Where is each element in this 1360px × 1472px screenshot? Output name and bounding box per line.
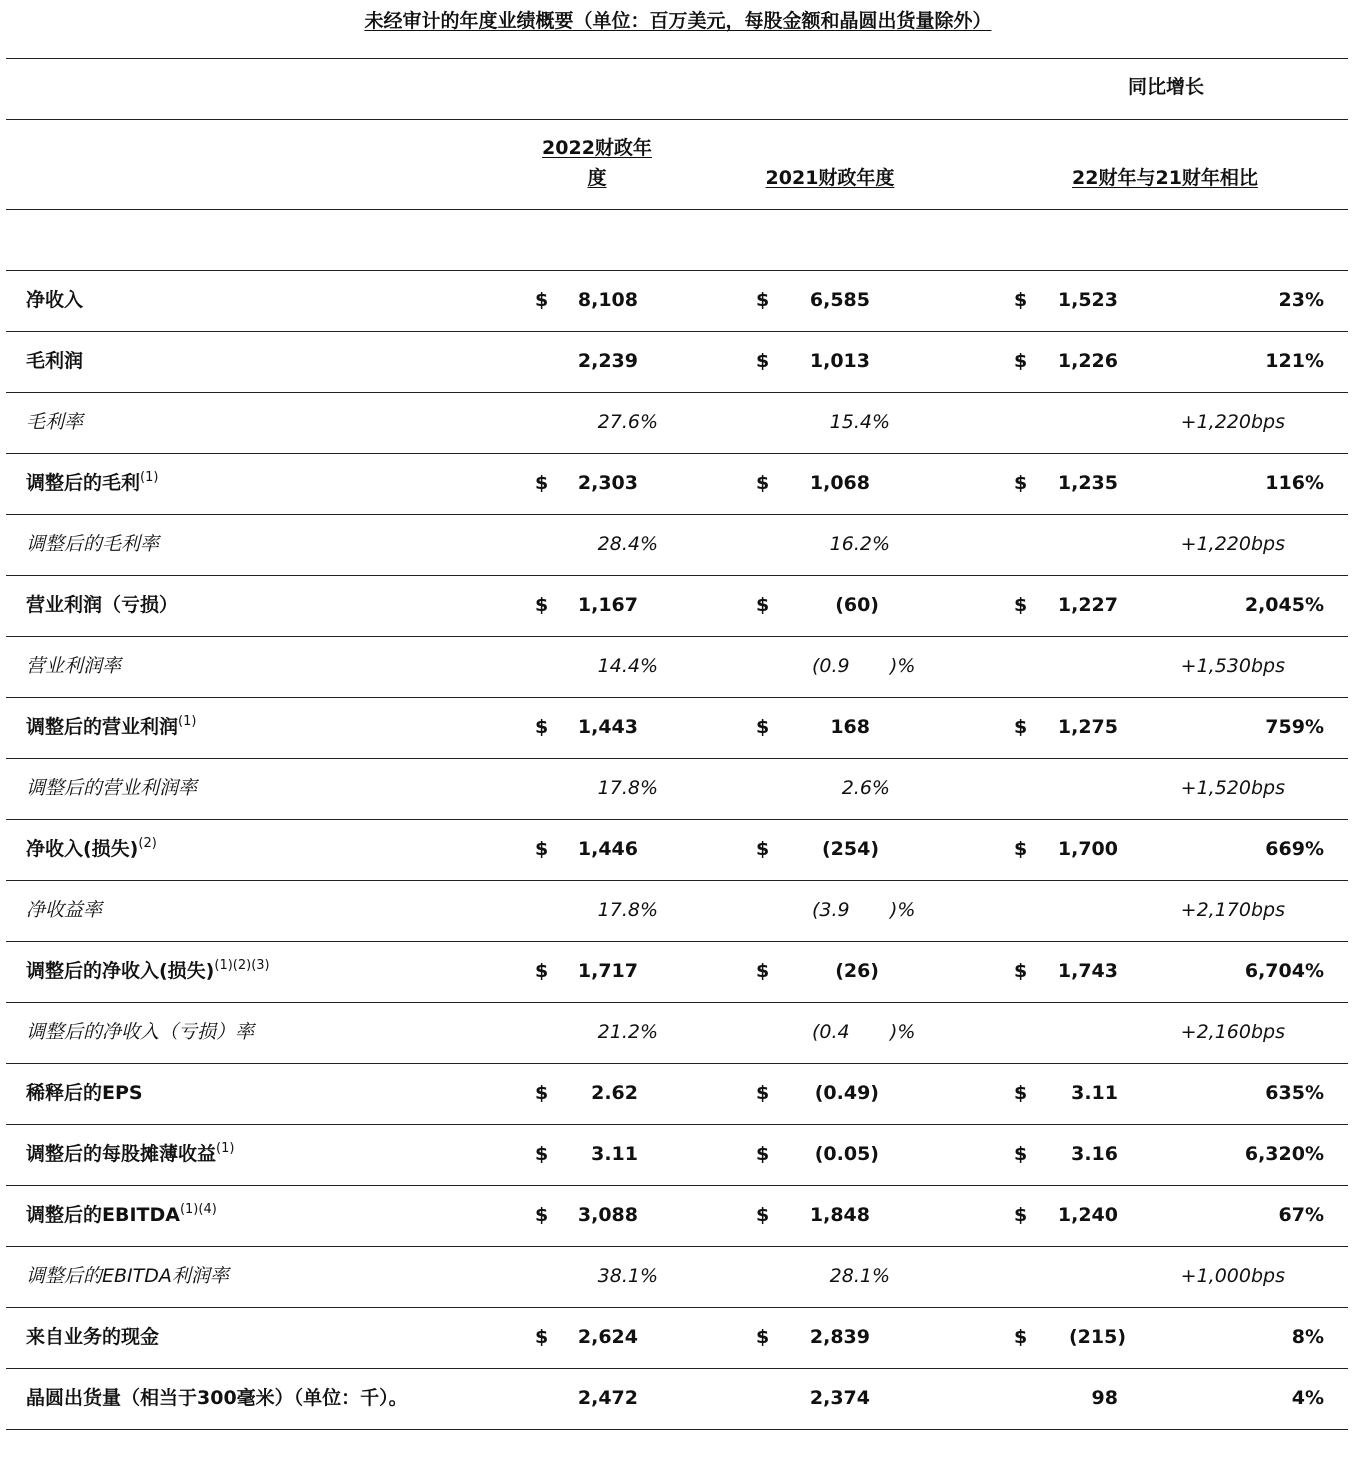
yoy-change-percent: 759%	[1265, 716, 1324, 738]
currency-symbol: $	[1014, 289, 1028, 311]
currency-symbol: $	[535, 594, 549, 616]
yoy-change-value: 1,227	[1057, 594, 1118, 616]
table-row	[0, 1002, 1360, 1063]
currency-symbol: $	[535, 838, 549, 860]
fy22-value: 1,167	[577, 594, 638, 616]
table-row	[0, 453, 1360, 514]
fy22-value: 14.4%	[597, 655, 658, 677]
yoy-change-value: 1,235	[1057, 472, 1118, 494]
fy22-value: 3,088	[577, 1204, 638, 1226]
divider	[6, 209, 1348, 210]
fy21-value: (0.05)	[814, 1143, 879, 1165]
currency-symbol: $	[756, 594, 770, 616]
yoy-change-percent: 669%	[1265, 838, 1324, 860]
currency-symbol: $	[1014, 1082, 1028, 1104]
currency-symbol: $	[535, 289, 549, 311]
row-label: 毛利润	[26, 350, 84, 372]
fy21-value-suffix: )%	[890, 899, 916, 921]
yoy-change-value: 1,523	[1057, 289, 1118, 311]
yoy-change-percent: 23%	[1278, 289, 1324, 311]
table-row	[0, 1124, 1360, 1185]
table-row	[0, 1246, 1360, 1307]
currency-symbol: $	[756, 289, 770, 311]
yoy-change-value: 1,743	[1057, 960, 1118, 982]
yoy-change-percent: 67%	[1278, 1204, 1324, 1226]
yoy-change-percent: 2,045%	[1244, 594, 1324, 616]
yoy-change-percent: 6,320%	[1244, 1143, 1324, 1165]
yoy-change-value: (215)	[1068, 1326, 1126, 1348]
row-label: 调整后的每股摊薄收益$^{(1)}$	[26, 1141, 235, 1165]
fy21-value: 6,585	[809, 289, 870, 311]
fy22-value: 8,108	[577, 289, 638, 311]
yoy-bps: +1,000bps	[1180, 1265, 1285, 1287]
divider	[6, 119, 1348, 120]
col-header-yoy: 22财年与21财年相比	[1072, 167, 1258, 189]
fy21-value: 2,839	[809, 1326, 870, 1348]
table-row	[0, 1185, 1360, 1246]
currency-symbol: $	[1014, 1326, 1028, 1348]
table-row	[0, 636, 1360, 697]
currency-symbol: $	[756, 1326, 770, 1348]
currency-symbol: $	[535, 1143, 549, 1165]
row-label: 调整后的$EBITDA^{(1)(4)}$	[26, 1202, 217, 1226]
fy21-value: (60)	[835, 594, 879, 616]
table-row	[0, 1307, 1360, 1368]
table-row	[0, 758, 1360, 819]
table-row	[0, 1368, 1360, 1429]
fy22-value: 17.8%	[597, 777, 658, 799]
row-label: 来自业务的现金	[26, 1326, 160, 1348]
currency-symbol: $	[1014, 350, 1028, 372]
table-row	[0, 392, 1360, 453]
currency-symbol: $	[1014, 1204, 1028, 1226]
row-label: 调整后的毛利率	[26, 533, 160, 555]
fy21-value: (0.9	[812, 655, 850, 677]
row-label: 调整后的EBITDA利润率	[26, 1265, 229, 1287]
row-label: 净收入	[26, 289, 84, 311]
row-label: 调整后的毛利$^{(1)}$	[26, 470, 159, 494]
fy21-value: 16.2%	[829, 533, 890, 555]
yoy-bps: +1,530bps	[1180, 655, 1285, 677]
footnote-ref: (2)	[138, 836, 157, 851]
col-header-fy22: 2022财政年 度	[542, 137, 652, 189]
fy22-value: 38.1%	[597, 1265, 658, 1287]
fy21-value: 1,013	[809, 350, 870, 372]
fy21-value-suffix: )%	[890, 1021, 916, 1043]
fy22-value: 27.6%	[597, 411, 658, 433]
currency-symbol: $	[756, 716, 770, 738]
fy22-value: 2,303	[577, 472, 638, 494]
yoy-change-value: 3.11	[1071, 1082, 1118, 1104]
fy22-value: 3.11	[591, 1143, 638, 1165]
currency-symbol: $	[1014, 838, 1028, 860]
yoy-bps: +1,520bps	[1180, 777, 1285, 799]
fy21-value: (26)	[835, 960, 879, 982]
yoy-change-value: 1,275	[1057, 716, 1118, 738]
fy21-value: 168	[830, 716, 870, 738]
row-label: 调整后的净收入(损失)$^{(1)(2)(3)}$	[26, 958, 270, 982]
fy21-value: 28.1%	[829, 1265, 890, 1287]
fy22-value: 17.8%	[597, 899, 658, 921]
footnote-ref: (1)(2)(3)	[214, 958, 270, 973]
fy21-value: (254)	[821, 838, 879, 860]
yoy-change-percent: 8%	[1291, 1326, 1324, 1348]
row-label: 调整后的营业利润$^{(1)}$	[26, 714, 197, 738]
fy21-value: 2,374	[809, 1387, 870, 1409]
currency-symbol: $	[535, 716, 549, 738]
divider	[6, 1429, 1348, 1430]
yoy-bps: +1,220bps	[1180, 533, 1285, 555]
footnote-ref: (1)	[140, 470, 159, 485]
fy22-value: 2.62	[591, 1082, 638, 1104]
row-label: 稀释后的EPS	[26, 1082, 143, 1104]
yoy-change-value: 1,700	[1057, 838, 1118, 860]
table-row	[0, 575, 1360, 636]
row-label: 调整后的营业利润率	[26, 777, 198, 799]
row-label: 调整后的净收入（亏损）率	[26, 1021, 255, 1043]
table-title: 未经审计的年度业绩概要（单位：百万美元，每股金额和晶圆出货量除外）	[364, 10, 992, 32]
table-row	[0, 697, 1360, 758]
fy21-value-suffix: )%	[890, 655, 916, 677]
fy22-value: 2,624	[577, 1326, 638, 1348]
fy21-value: (3.9	[812, 899, 850, 921]
footnote-ref: (1)	[178, 714, 197, 729]
fy21-value: 15.4%	[829, 411, 890, 433]
row-label: 净收入(损失)$^{(2)}$	[26, 836, 157, 860]
yoy-change-percent: 121%	[1265, 350, 1324, 372]
col-header-fy21: 2021财政年度	[765, 167, 895, 189]
fy22-value: 1,717	[577, 960, 638, 982]
currency-symbol: $	[756, 350, 770, 372]
yoy-bps: +2,170bps	[1180, 899, 1285, 921]
table-row	[0, 941, 1360, 1002]
divider	[6, 58, 1348, 59]
currency-symbol: $	[756, 1082, 770, 1104]
fy22-value: 28.4%	[597, 533, 658, 555]
fy22-value: 1,446	[577, 838, 638, 860]
fy21-value: (0.49)	[814, 1082, 879, 1104]
row-label: 净收益率	[26, 899, 103, 921]
yoy-change-value: 1,226	[1057, 350, 1118, 372]
currency-symbol: $	[756, 472, 770, 494]
table-row	[0, 270, 1360, 331]
table-row	[0, 880, 1360, 941]
currency-symbol: $	[756, 838, 770, 860]
row-label: 营业利润率	[26, 655, 122, 677]
currency-symbol: $	[535, 1082, 549, 1104]
currency-symbol: $	[1014, 472, 1028, 494]
currency-symbol: $	[756, 960, 770, 982]
table-row	[0, 819, 1360, 880]
row-label: 毛利率	[26, 411, 84, 433]
fy21-value: (0.4	[812, 1021, 850, 1043]
currency-symbol: $	[1014, 960, 1028, 982]
yoy-bps: +2,160bps	[1180, 1021, 1285, 1043]
fy22-value: 2,239	[577, 350, 638, 372]
currency-symbol: $	[535, 1204, 549, 1226]
table-row	[0, 1063, 1360, 1124]
yoy-group-header: 同比增长	[1127, 76, 1204, 98]
currency-symbol: $	[1014, 1143, 1028, 1165]
yoy-change-percent: 635%	[1265, 1082, 1324, 1104]
yoy-change-percent: 6,704%	[1244, 960, 1324, 982]
yoy-change-percent: 116%	[1265, 472, 1324, 494]
currency-symbol: $	[535, 472, 549, 494]
table-row	[0, 331, 1360, 392]
footnote-ref: (1)(4)	[179, 1202, 217, 1217]
footnote-ref: (1)	[216, 1141, 235, 1156]
fy21-value: 2.6%	[841, 777, 890, 799]
yoy-bps: +1,220bps	[1180, 411, 1285, 433]
currency-symbol: $	[535, 960, 549, 982]
currency-symbol: $	[756, 1204, 770, 1226]
yoy-change-value: 98	[1091, 1387, 1118, 1409]
yoy-change-value: 3.16	[1071, 1143, 1118, 1165]
fy22-value: 1,443	[577, 716, 638, 738]
table-row	[0, 514, 1360, 575]
currency-symbol: $	[535, 1326, 549, 1348]
currency-symbol: $	[756, 1143, 770, 1165]
fy22-value: 21.2%	[597, 1021, 658, 1043]
yoy-change-percent: 4%	[1291, 1387, 1324, 1409]
yoy-change-value: 1,240	[1057, 1204, 1118, 1226]
fy21-value: 1,848	[809, 1204, 870, 1226]
currency-symbol: $	[1014, 716, 1028, 738]
row-label: 晶圆出货量（相当于300毫米）（单位：千）。	[26, 1387, 408, 1409]
row-label: 营业利润（亏损）	[26, 594, 179, 616]
currency-symbol: $	[1014, 594, 1028, 616]
fy22-value: 2,472	[577, 1387, 638, 1409]
fy21-value: 1,068	[809, 472, 870, 494]
